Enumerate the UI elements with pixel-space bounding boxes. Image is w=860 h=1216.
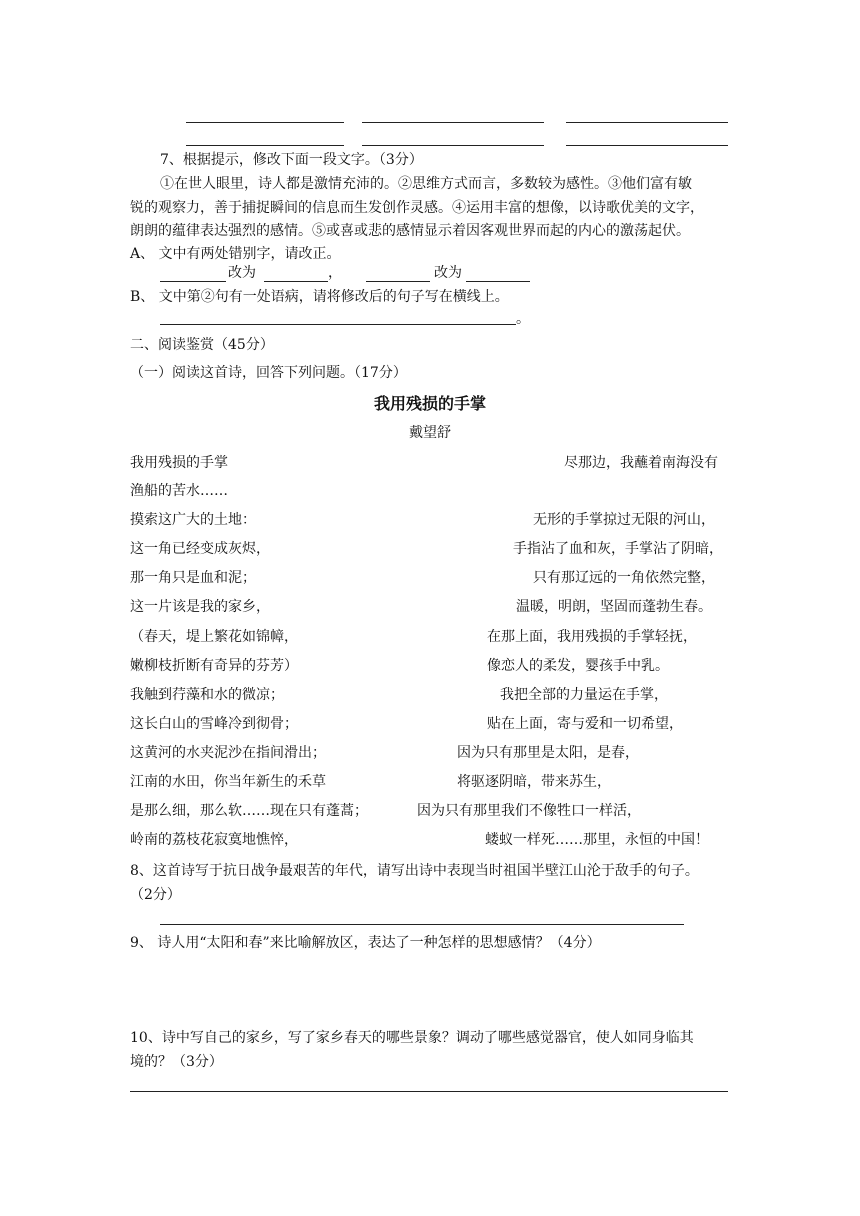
poem-line: 温暖，明朗，坚固而蓬勃生春。 — [516, 599, 712, 615]
poem-line: 因为只有那里我们不像牲口一样活， — [417, 803, 641, 819]
poem-line: 尽那边，我蘸着南海没有 — [564, 455, 718, 471]
poem-line: 江南的水田，你当年新生的禾草 — [130, 774, 326, 790]
comma: ， — [328, 265, 342, 281]
question-8: 8、这首诗写于抗日战争最艰苦的年代，请写出诗中表现当时祖国半壁江山沦于敌手的句子。 — [130, 863, 699, 879]
poem-line: 这黄河的水夹泥沙在指间滑出； — [130, 745, 326, 761]
passage-line: 朗朗的蕴律表达强烈的感情。⑤或喜或悲的感情显示着因客观世界而起的内心的激荡起伏。 — [130, 223, 690, 239]
poem-line: 蝼蚁一样死……那里，永恒的中国！ — [485, 832, 709, 848]
poem-author: 戴望舒 — [409, 425, 451, 441]
fill-blank[interactable] — [160, 281, 226, 282]
part-a-prompt: A、 文中有两处错别字，请改正。 — [130, 246, 341, 262]
poem-line: （春天，堤上繁花如锦幛， — [130, 629, 298, 645]
answer-line — [566, 145, 728, 146]
passage-line: 锐的观察力，善于捕捉瞬间的信息而生发创作灵感。④运用丰富的想像，以诗歌优美的文字， — [130, 200, 704, 216]
poem-line: 这一角已经变成灰烬， — [130, 541, 270, 557]
fill-blank[interactable] — [466, 281, 530, 282]
poem-line: 只有那辽远的一角依然完整， — [533, 570, 715, 586]
poem-line: 我用残损的手掌 — [130, 455, 228, 471]
poem-title: 我用残损的手掌 — [373, 394, 486, 413]
poem-line: 我触到荇藻和水的微凉； — [130, 687, 284, 703]
question-10-cont: 境的？（3分） — [130, 1054, 223, 1070]
poem-line: 我把全部的力量运在手掌， — [500, 687, 668, 703]
answer-line — [362, 122, 544, 123]
poem-line: 那一角只是血和泥； — [130, 570, 256, 586]
change-to-label: 改为 — [434, 265, 462, 281]
poem-line: 像恋人的柔发，婴孩手中乳。 — [487, 658, 669, 674]
fill-blank[interactable] — [264, 281, 328, 282]
poem-line: 在那上面，我用残损的手掌轻抚， — [487, 629, 697, 645]
poem-line: 这一片该是我的家乡， — [130, 599, 270, 615]
answer-line[interactable] — [160, 924, 684, 925]
question-10: 10、诗中写自己的家乡，写了家乡春天的哪些景象？调动了哪些感觉器官，使人如同身临其 — [130, 1030, 694, 1046]
poem-line: 无形的手掌掠过无限的河山， — [533, 512, 715, 528]
poem-line: 贴在上面，寄与爱和一切希望， — [487, 716, 683, 732]
poem-line: 因为只有那里是太阳，是春， — [457, 745, 639, 761]
poem-line: 将驱逐阴暗，带来苏生， — [457, 774, 611, 790]
fill-blank[interactable] — [366, 281, 430, 282]
answer-line — [186, 122, 344, 123]
answer-line — [362, 145, 544, 146]
poem-line: 是那么细，那么软……现在只有蓬蒿； — [130, 803, 368, 819]
answer-line — [186, 145, 344, 146]
question-8-score: （2分） — [130, 887, 181, 903]
question-7-heading: 7、根据提示，修改下面一段文字。（3分） — [160, 152, 423, 168]
section-heading: 二、阅读鉴赏（45分） — [130, 337, 274, 353]
answer-line — [566, 122, 728, 123]
fill-blank[interactable] — [160, 324, 516, 325]
poem-line: 嫩柳枝折断有奇异的芬芳） — [130, 658, 298, 674]
poem-line: 手指沾了血和灰，手掌沾了阴暗， — [513, 541, 723, 557]
part-b-prompt: B、 文中第②句有一处语病，请将修改后的句子写在横线上。 — [130, 289, 509, 305]
question-9: 9、 诗人用“太阳和春”来比喻解放区，表达了一种怎样的思想感情？（4分） — [130, 935, 601, 951]
poem-line: 岭南的荔枝花寂寞地憔悴， — [130, 832, 298, 848]
period: 。 — [516, 311, 530, 327]
change-to-label: 改为 — [228, 265, 256, 281]
poem-line: 摸索这广大的土地： — [130, 512, 256, 528]
poem-line: 渔船的苦水…… — [130, 483, 228, 499]
passage-line: ①在世人眼里，诗人都是激情充沛的。②思维方式而言，多数较为感性。③他们富有敏 — [160, 176, 692, 192]
poem-line: 这长白山的雪峰冷到彻骨； — [130, 716, 298, 732]
answer-line[interactable] — [130, 1091, 728, 1092]
sub-section-heading: （一）阅读这首诗，回答下列问题。（17分） — [130, 365, 407, 381]
